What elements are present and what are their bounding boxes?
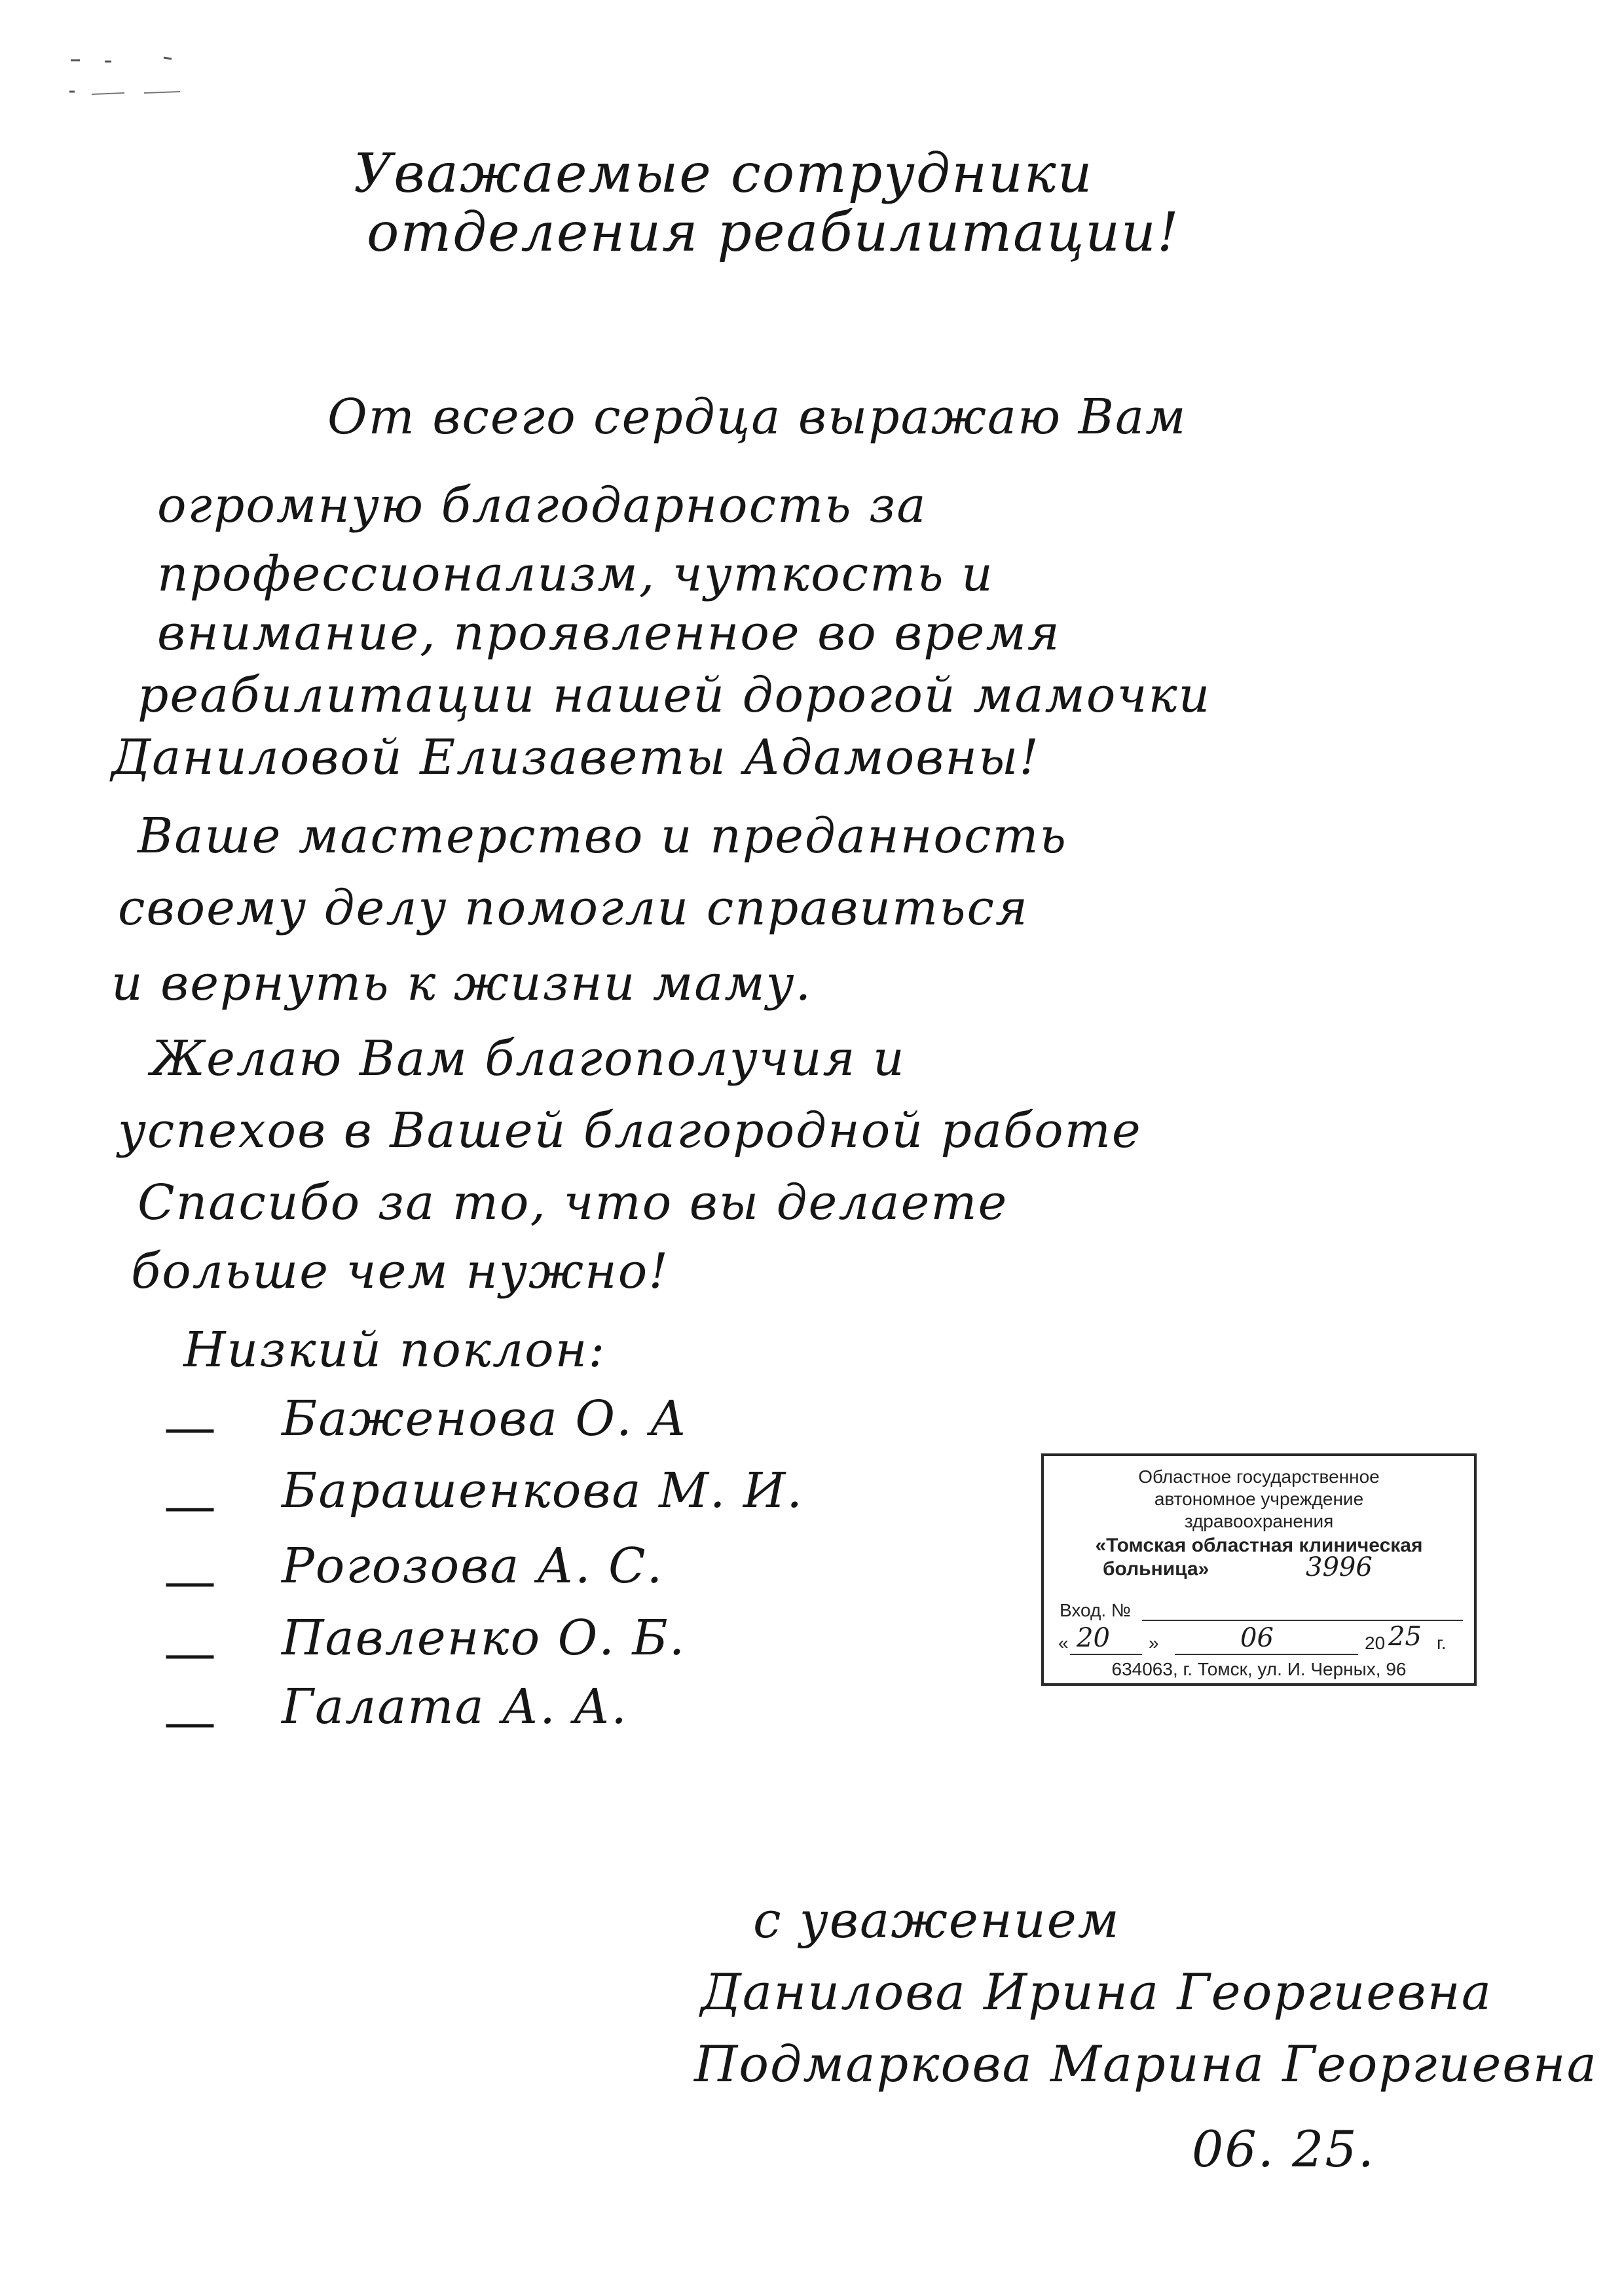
date: 06. 25. [1192, 2120, 1375, 2178]
stamp-line-5: больница» [1103, 1558, 1209, 1580]
salutation-line-1: Уважаемые сотрудники [354, 143, 1094, 205]
stamp-number-rule [1142, 1620, 1463, 1621]
body-line-8: своему делу помогли справиться [118, 880, 1029, 936]
stamp-month: 06 [1240, 1623, 1274, 1653]
scan-marks [65, 52, 183, 105]
list-dash: — [164, 1550, 217, 1611]
stamp-day: 20 [1077, 1623, 1110, 1653]
name-item: Рогозова А. С. [282, 1538, 664, 1594]
name-item: Галата А. А. [282, 1679, 628, 1735]
body-line-1: От всего сердца выражаю Вам [327, 389, 1187, 445]
stamp-month-rule [1175, 1654, 1358, 1655]
body-line-11: успехов в Вашей благородной работе [118, 1102, 1142, 1159]
body-line-9: и вернуть к жизни маму. [111, 955, 813, 1011]
stamp-line-4: «Томская областная клиническая [1095, 1535, 1423, 1556]
body-line-6: Даниловой Елизаветы Адамовны! [111, 729, 1041, 786]
stamp-line-2: автономное учреждение [1154, 1489, 1364, 1509]
body-line-12: Спасибо за то, что вы делаете [138, 1175, 1008, 1231]
name-item: Баженова О. А [282, 1391, 688, 1447]
list-dash: — [164, 1475, 217, 1536]
signature-2: Подмаркова Марина Георгиевна [694, 2035, 1598, 2093]
stamp-incoming-label: Вход. № [1060, 1600, 1131, 1620]
body-line-3: профессионализм, чуткость и [157, 546, 994, 602]
stamp-year-prefix: 20 [1365, 1633, 1386, 1653]
list-dash: — [164, 1622, 217, 1683]
body-line-4: внимание, проявленное во время [157, 605, 1061, 661]
list-dash: — [164, 1691, 217, 1752]
stamp-line-3: здравоохранения [1184, 1511, 1334, 1531]
list-dash: — [164, 1396, 217, 1457]
stamp-year-unit: г. [1437, 1633, 1447, 1653]
body-line-10: Желаю Вам благополучия и [151, 1030, 906, 1087]
stamp-quote-close: » [1149, 1633, 1159, 1653]
body-line-13: больше чем нужно! [131, 1243, 670, 1300]
name-item: Барашенкова М. И. [282, 1463, 803, 1519]
signature-1: Данилова Ирина Георгиевна [701, 1963, 1492, 2021]
stamp-address: 634063, г. Томск, ул. И. Черных, 96 [1111, 1659, 1407, 1679]
bow-line: Низкий поклон: [183, 1322, 606, 1378]
stamp-quote-open: « [1058, 1633, 1069, 1653]
stamp-number-handwritten: 3996 [1306, 1552, 1373, 1582]
body-line-5: реабилитации нашей дорогой мамочки [138, 667, 1211, 723]
name-item: Павленко О. Б. [282, 1610, 686, 1666]
stamp-line-1: Областное государственное [1138, 1467, 1380, 1487]
body-line-7: Ваше мастерство и преданность [138, 808, 1067, 864]
stamp-day-rule [1070, 1654, 1142, 1655]
closing: с уважением [753, 1891, 1120, 1949]
salutation-line-2: отделения реабилитации! [367, 202, 1180, 264]
body-line-2: огромную благодарность за [157, 477, 927, 534]
stamp-year-suffix: 25 [1388, 1622, 1422, 1652]
registration-stamp [1041, 1453, 1477, 1686]
